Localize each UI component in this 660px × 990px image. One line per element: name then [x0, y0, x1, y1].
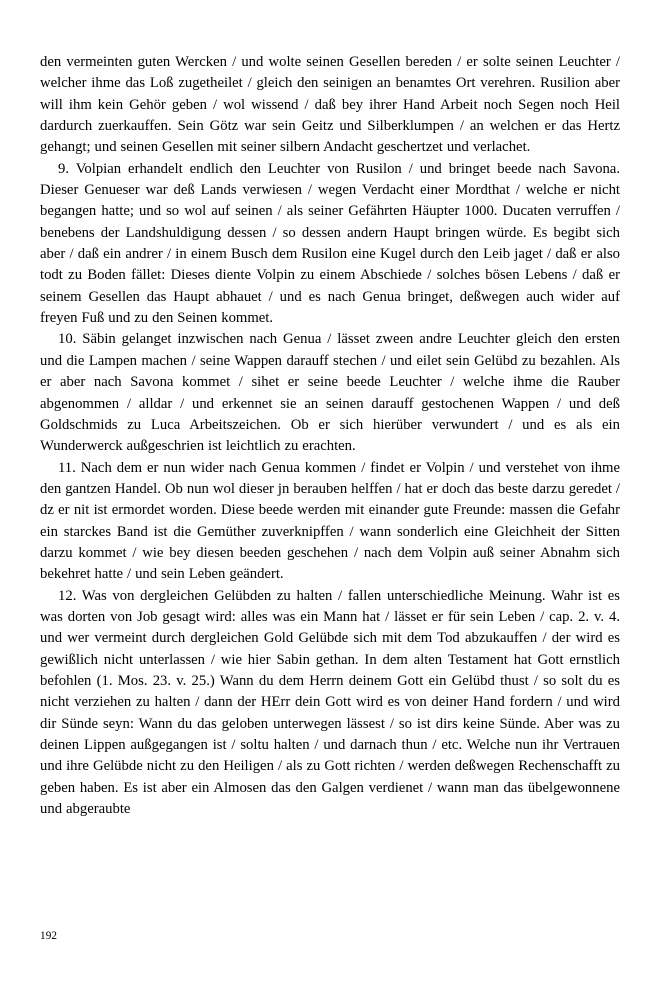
- paragraph-section-9: 9. Volpian erhandelt endlich den Leuchter von Rusilon / und bringet beede nach Savona. Dieser Genueser war deß Lands verwiesen / wegen Verdacht einer Mordthat / welche er nicht begangen hatte; und so wol auf seinen / als seiner Gefährten Häupter 1000. Ducaten verruffen / benebens der Landshuldigung dessen / so dessen andern Haupt bringen würde. Es begibt sich aber / daß ein andrer / in einem Busch dem Rusilon eine Kugel durch den Leib jaget / daß er also todt zu Boden fället: Dieses diente Volpin zu einem Abschiede / solches bösen Lebens / daß er seinem Gesellen das Haupt abhauet / und es nach Genua bringet, deßwegen auch wider auf freyen Fuß und zu den Seinen kommet.: [40, 160, 620, 327]
- page-number: 192: [40, 930, 58, 942]
- paragraph-section-12: 12. Was von dergleichen Gelübden zu halten / fallen unterschiedliche Meinung. Wahr ist es was dorten von Job gesagt wird: alles was ein Mann hat / lässet er für sein Leben / cap. 2. v. 4. und wer vermeint durch dergleichen Gold Gelübde sich mit dem Tod abzukauffen / der wird es gewißlich nicht unterlassen / wie hier Sabin gethan. In dem alten Testament hat Gott ernstlich befohlen (1. Mos. 23. v. 25.) Wann du dem Herrn deinem Gott ein Gelübd thust / so solt du es nicht verziehen zu halten / dann der HErr dein Gott wird es von deiner Hand fordern / und wird dir Sünde seyn: Wann du das geloben unterwegen lässest / so ist dirs keine Sünde. Aber was zu deinen Lippen außgegangen ist / soltu halten / und darnach thun / etc. Welche nun ihr Vertrauen und ihre Gelübde nicht zu den Heiligen / als zu Gott richten / werden deßwegen Rechenschafft zu geben haben. Es ist aber ein Almosen das den Galgen verdienet / wann man das übelgewonnene und abgeraubte: [40, 587, 620, 818]
- page-text-block: [40, 52, 620, 820]
- paragraph-continuation: den vermeinten guten Wercken / und wolte seinen Gesellen bereden / er solte seinen Leuchter / welcher ihme das Loß zugetheilet / gleich den seinigen an benamtes Ort verehren. Rusilion aber will ihm kein Gehör geben / wol wissend / daß bey ihrer Hand Arbeit noch Segen noch Heil dardurch zuerkauffen. Sein Götz war sein Geitz und Silberklumpen / an welchen er das Hertz gehangt; und seinen Gesellen mit seiner silbern Andacht geschertzet und verlachet.: [40, 54, 620, 156]
- paragraph-section-10: 10. Säbin gelanget inzwischen nach Genua / lässet zween andre Leuchter gleich den ersten und die Lampen machen / seine Wappen darauff stechen / und eilet sein Gelübd zu bezahlen. Als er aber nach Savona kommet / sihet er seine beede Leuchter / welche ihme die Rauber abgenommen / alldar / und erkennet sie an seinen darauff gestochenen Wappen / und deß Goldschmids zu Luca Arbeitszeichen. Ob er sich hierüber verwundert / und es als ein Wunderwerck außgeschrien ist leichtlich zu erachten.: [40, 331, 620, 455]
- paragraph-section-11: 11. Nach dem er nun wider nach Genua kommen / findet er Volpin / und verstehet von ihme den gantzen Handel. Ob nun wol dieser jn berauben helffen / hat er doch das beste darzu geredet / dz er nit ist ermordet worden. Diese beede werden mit einander gute Freunde: massen die Gefahr ein starckes Band ist die Gemüther zuverknipffen / wann sonderlich eine Gleichheit der Sitten darzu kommet / wie bey diesen beeden geschehen / nach dem Volpin auß seiner Abnahm sich bekehret hatte / und sein Leben geändert.: [40, 459, 620, 583]
